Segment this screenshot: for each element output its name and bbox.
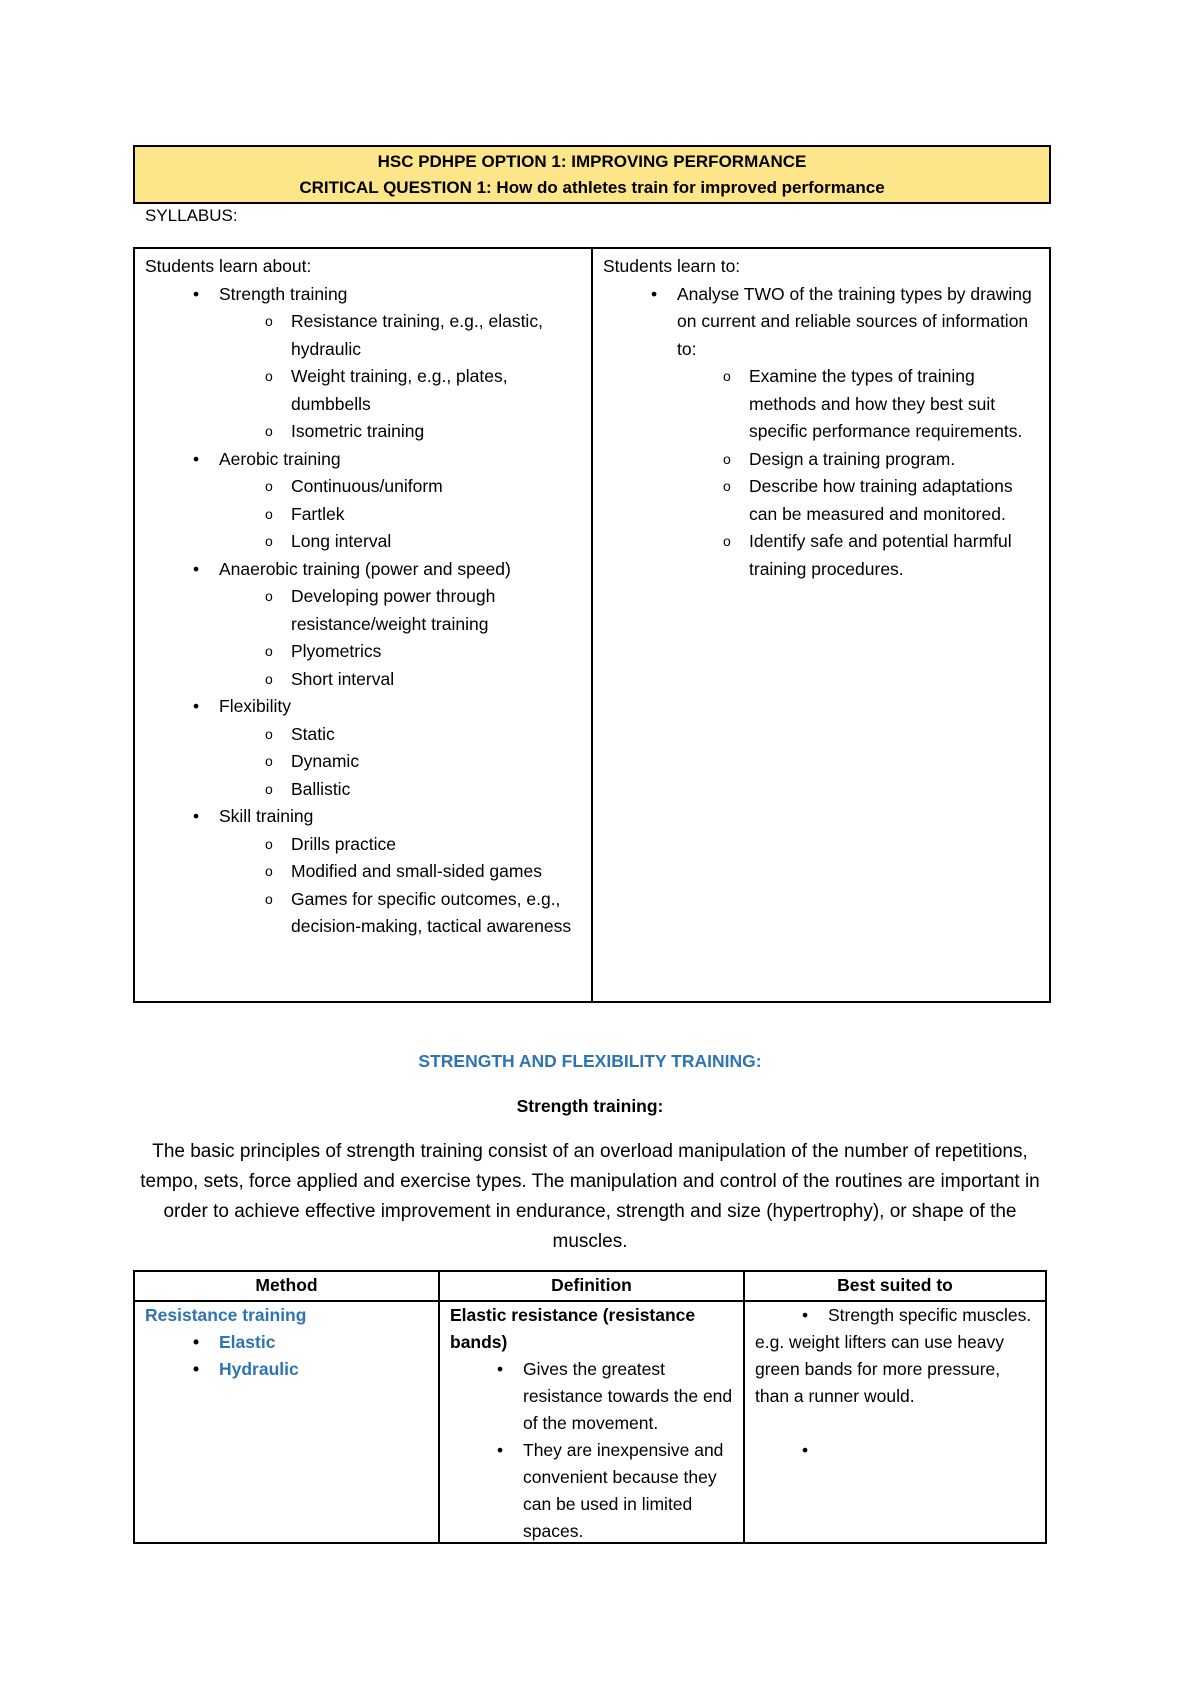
sub-bullet-icon: o	[265, 890, 273, 907]
definition-title: Elastic resistance (resistance bands)	[450, 1305, 696, 1352]
best-suited-list	[755, 1302, 1035, 1329]
sub-bullet-icon: o	[723, 478, 731, 494]
intro-paragraph: The basic principles of strength training consist of an overload manipulation of the number of repetitions, tempo, sets, force applied and exercise types. The manipulation and control of the routines are important in order to achieve effective improvement in endurance, strength and size (hypertrophy), or shape of the muscles.	[140, 1141, 1040, 1252]
learn-to-heading: Students learn to:	[603, 256, 741, 276]
syllabus-label: SYLLABUS:	[145, 206, 238, 225]
list-item: • Flexibility	[145, 693, 581, 721]
bullet-icon: •	[193, 696, 200, 716]
list-item: • They are inexpensive and convenient because they can be used in limited spaces.	[450, 1437, 733, 1545]
bullet-icon: •	[193, 1332, 200, 1352]
title-banner	[133, 145, 1051, 204]
learn-about-column	[135, 249, 593, 1001]
sub-bullet-icon: o	[265, 725, 273, 742]
header-method: Method	[135, 1272, 440, 1300]
bullet-icon: •	[802, 1440, 809, 1460]
method-cell	[135, 1302, 440, 1542]
list-item	[755, 1437, 1035, 1464]
learn-to-list	[603, 281, 1039, 584]
list-item: o Dynamic	[145, 748, 581, 776]
list-item: o Fartlek	[145, 501, 581, 529]
list-item: o Ballistic	[145, 776, 581, 804]
list-item: o Design a training program.	[603, 446, 1039, 474]
method-list	[145, 1329, 428, 1383]
list-item: • Aerobic training	[145, 446, 581, 474]
list-item: • Skill training	[145, 803, 581, 831]
bullet-icon: •	[193, 806, 200, 826]
list-item: • Analyse TWO of the training types by drawing on current and reliable sources of information to:	[603, 281, 1039, 364]
list-item: • Anaerobic training (power and speed)	[145, 556, 581, 584]
list-item: o Plyometrics	[145, 638, 581, 666]
section-title: STRENGTH AND FLEXIBILITY TRAINING:	[418, 1051, 762, 1071]
learn-about-heading: Students learn about:	[145, 256, 312, 276]
sub-bullet-icon: o	[265, 835, 273, 852]
bullet-icon: •	[497, 1359, 504, 1379]
header-definition: Definition	[440, 1272, 745, 1300]
sub-bullet-icon: o	[265, 753, 273, 769]
bullet-icon: •	[651, 283, 658, 304]
best-suited-cell	[745, 1302, 1045, 1542]
learn-about-list	[145, 281, 581, 941]
list-item: o Games for specific outcomes, e.g., decision-making, tactical awareness	[145, 886, 581, 941]
list-item: o Long interval	[145, 528, 581, 556]
list-item: o Resistance training, e.g., elastic, hydraulic	[145, 308, 581, 363]
bullet-icon: •	[193, 558, 200, 579]
bullet-icon: •	[802, 1305, 809, 1325]
list-item: o Continuous/uniform	[145, 473, 581, 501]
method-title: Resistance training	[145, 1305, 307, 1325]
list-item: o Drills practice	[145, 831, 581, 859]
sub-bullet-icon: o	[265, 505, 273, 522]
list-item: • Strength training	[145, 281, 581, 309]
list-item: • Strength specific muscles.	[755, 1302, 1035, 1329]
list-item: • Hydraulic	[145, 1356, 428, 1383]
list-item: o Examine the types of training methods and how they best suit specific performance requirements.	[603, 363, 1039, 446]
sub-bullet-icon: o	[265, 533, 273, 549]
sub-title: Strength training:	[516, 1096, 664, 1116]
sub-bullet-icon: o	[265, 863, 273, 879]
table-header-row	[135, 1272, 1045, 1302]
sub-bullet-icon: o	[723, 450, 731, 467]
list-item: o Describe how training adaptations can be measured and monitored.	[603, 473, 1039, 528]
list-item: o Identify safe and potential harmful training procedures.	[603, 528, 1039, 583]
bullet-icon: •	[193, 448, 200, 469]
sub-bullet-icon: o	[723, 368, 731, 384]
list-item: o Isometric training	[145, 418, 581, 446]
bullet-icon: •	[193, 283, 200, 304]
bullet-icon: •	[193, 1359, 200, 1379]
list-item: o Short interval	[145, 666, 581, 694]
learn-to-column	[593, 249, 1049, 1001]
bullet-icon: •	[497, 1440, 504, 1460]
best-suited-example: e.g. weight lifters can use heavy green bands for more pressure, than a runner would.	[755, 1332, 1005, 1406]
list-item: • Elastic	[145, 1329, 428, 1356]
list-item: o Weight training, e.g., plates, dumbbells	[145, 363, 581, 418]
list-item: • Gives the greatest resistance towards the end of the movement.	[450, 1356, 733, 1437]
list-item: o Static	[145, 721, 581, 749]
sub-bullet-icon: o	[723, 533, 731, 549]
critical-question: CRITICAL QUESTION 1: How do athletes train for improved performance	[299, 178, 885, 197]
syllabus-table	[133, 247, 1051, 1003]
best-suited-empty-list	[755, 1437, 1035, 1464]
definition-list	[450, 1356, 733, 1545]
sub-bullet-icon: o	[265, 643, 273, 659]
methods-table	[133, 1270, 1047, 1544]
list-item: o Modified and small-sided games	[145, 858, 581, 886]
banner-title: HSC PDHPE OPTION 1: IMPROVING PERFORMANCE	[377, 152, 807, 171]
definition-cell	[440, 1302, 745, 1542]
sub-bullet-icon: o	[265, 368, 273, 384]
sub-bullet-icon: o	[265, 478, 273, 494]
sub-bullet-icon: o	[265, 423, 273, 439]
sub-bullet-icon: o	[265, 588, 273, 604]
table-row	[135, 1302, 1045, 1542]
sub-bullet-icon: o	[265, 670, 273, 687]
sub-bullet-icon: o	[265, 780, 273, 797]
sub-bullet-icon: o	[265, 313, 273, 329]
list-item: o Developing power through resistance/weight training	[145, 583, 581, 638]
header-best-suited: Best suited to	[837, 1275, 953, 1295]
